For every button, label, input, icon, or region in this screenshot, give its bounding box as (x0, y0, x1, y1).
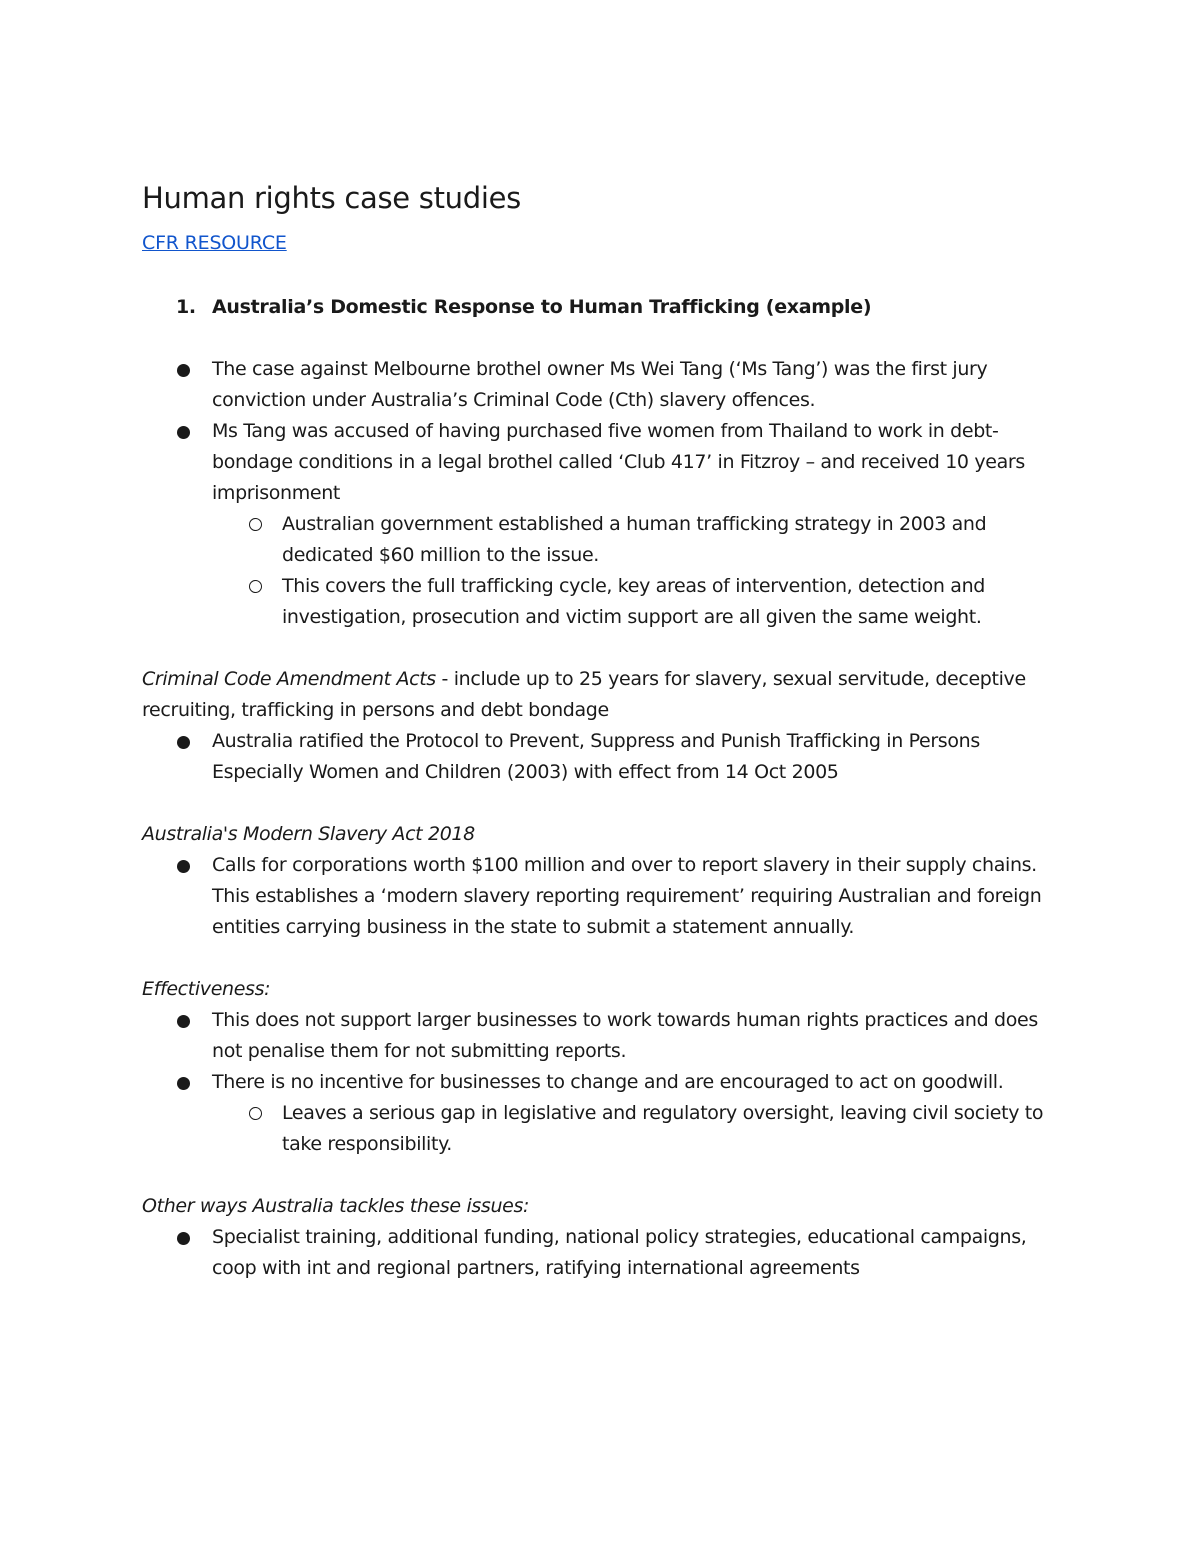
list-item (142, 850, 1062, 943)
list-item (142, 1005, 1062, 1067)
modern-slavery-label: Australia's Modern Slavery Act 2018 (142, 823, 475, 845)
list-item (142, 354, 1062, 416)
section-number: 1. (176, 296, 196, 318)
spacer (142, 943, 1062, 974)
list-item (142, 726, 1062, 788)
sub-list-item (142, 1098, 1062, 1160)
bullet-list (142, 1222, 1062, 1284)
sub-list-item-text: This covers the full trafficking cycle, key areas of intervention, detection and investigation, prosecution and victim support are all given the same weight. (282, 575, 985, 628)
list-item-text: This does not support larger businesses to work towards human rights practices and does not penalise them for not submitting reports. (212, 1009, 1038, 1062)
bullet-list (142, 354, 1062, 509)
spacer (142, 323, 1062, 354)
bullet-list (142, 726, 1062, 788)
document-title: Human rights case studies (142, 181, 521, 215)
sub-list-item-text: Leaves a serious gap in legislative and regulatory oversight, leaving civil society to take responsibility. (282, 1102, 1044, 1155)
bullet-icon (177, 736, 190, 749)
section-heading (142, 292, 1062, 323)
list-item-text: Australia ratified the Protocol to Prevent, Suppress and Punish Trafficking in Persons Especially Women and Children (2003) with effect from 14 Oct 2005 (212, 730, 980, 783)
list-item (142, 1067, 1062, 1098)
cfr-resource-link[interactable]: CFR RESOURCE (142, 232, 287, 254)
criminal-code-text: - include up to 25 years for slavery, sexual servitude, deceptive recruiting, trafficking in persons and debt bondage (142, 668, 1026, 721)
criminal-code-label: Criminal Code Amendment Acts (142, 668, 436, 690)
bullet-icon (177, 1015, 190, 1028)
bullet-list (142, 1005, 1062, 1098)
spacer (142, 633, 1062, 664)
sub-bullet-list (142, 1098, 1062, 1160)
bullet-icon (177, 426, 190, 439)
spacer (142, 1160, 1062, 1191)
effectiveness-label: Effectiveness: (142, 978, 271, 1000)
other-ways-label: Other ways Australia tackles these issues: (142, 1195, 530, 1217)
criminal-code-paragraph (142, 664, 1062, 726)
spacer (142, 788, 1062, 819)
bullet-icon (177, 860, 190, 873)
list-item-text: The case against Melbourne brothel owner Ms Wei Tang (‘Ms Tang’) was the first jury conviction under Australia’s Criminal Code (Cth) slavery offences. (212, 358, 988, 411)
bullet-icon (177, 364, 190, 377)
hollow-bullet-icon (249, 580, 262, 593)
hollow-bullet-icon (249, 518, 262, 531)
bullet-icon (177, 1077, 190, 1090)
list-item-text: There is no incentive for businesses to change and are encouraged to act on goodwill. (212, 1071, 1004, 1093)
sub-bullet-list (142, 509, 1062, 633)
section-heading-text: Australia’s Domestic Response to Human Trafficking (example) (212, 296, 872, 318)
list-item (142, 416, 1062, 509)
sub-list-item-text: Australian government established a human trafficking strategy in 2003 and dedicated $60 million to the issue. (282, 513, 987, 566)
list-item-text: Specialist training, additional funding, national policy strategies, educational campaigns, coop with int and regional partners, ratifying international agreements (212, 1226, 1027, 1279)
section1-body (142, 354, 1062, 1284)
sub-list-item (142, 509, 1062, 571)
bullet-list (142, 850, 1062, 943)
hollow-bullet-icon (249, 1107, 262, 1120)
document-content (142, 178, 1062, 1284)
sub-list-item (142, 571, 1062, 633)
list-item-text: Ms Tang was accused of having purchased five women from Thailand to work in debt-bondage conditions in a legal brothel called ‘Club 417’ in Fitzroy – and received 10 years imprisonment (212, 420, 1025, 504)
bullet-icon (177, 1232, 190, 1245)
list-item (142, 1222, 1062, 1284)
list-item-text: Calls for corporations worth $100 million and over to report slavery in their supply chains. This establishes a ‘modern slavery reporting requirement’ requiring Australian and foreign entities carrying business in the state to submit a statement annually. (212, 854, 1042, 938)
